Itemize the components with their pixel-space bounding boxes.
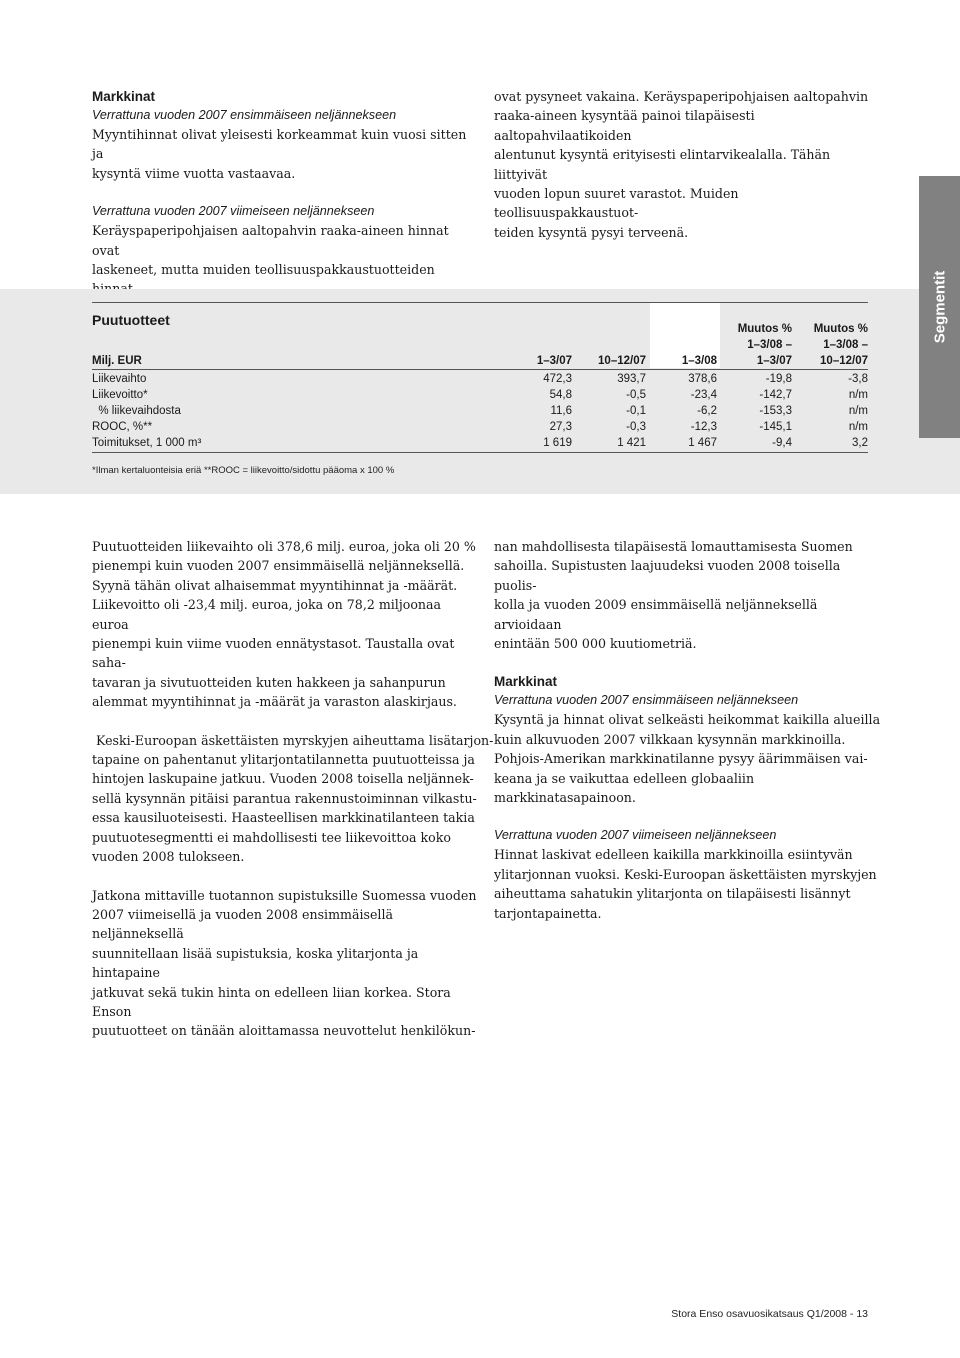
table-row: Liikevoitto* 54,8 -0,5 -23,4 -142,7 n/m (92, 389, 868, 401)
bottom-left-column (92, 537, 494, 1041)
header-change-1-line1: Muutos % (737, 323, 792, 335)
header-change-1-line2: 1–3/08 – (747, 339, 792, 351)
markets-subheading-q4: Verrattuna vuoden 2007 viimeiseen neljännekseen (92, 204, 375, 219)
markets-paragraph: Myyntihinnat olivat yleisesti korkeammat kuin vuosi sitten ja kysyntä viime vuotta vastaavaa. (92, 127, 467, 181)
header-change-2-line2: 1–3/08 – (823, 339, 868, 351)
table-title: Puutuotteet (92, 312, 170, 328)
page-footer: Stora Enso osavuosikatsaus Q1/2008 - 13 (671, 1308, 868, 1320)
table-row: Liikevaihto 472,3 393,7 378,6 -19,8 -3,8 (92, 373, 868, 385)
markets-paragraph: Keräyspaperipohjaisen aaltopahvin raaka-aineen hinnat ovat laskeneet, mutta muiden teollisuuspakkaustuotteiden (92, 223, 449, 278)
bottom-right-column (494, 537, 884, 923)
markets-heading: Markkinat (92, 89, 156, 104)
body-paragraph: Jatkona mittaville tuotannon supistuksille Suomessa vuoden 2007 viimeisellä ja vuoden 2008 ensimmäisellä neljänneksellä suunnitellaan lisää supistuksia, koska ylitarjonta ja hintapaine jatkuvat sekä tukin hinta on edelleen liian korkea. Stora Enson puutuotteet on tänään aloittamassa neuvottelut henkilökun- (92, 887, 477, 1039)
markets-subheading-q1: Verrattuna vuoden 2007 ensimmäiseen neljännekseen (92, 108, 397, 122)
table-row: ROOC, %** 27,3 -0,3 -12,3 -145,1 n/m (92, 421, 868, 433)
header-col-1: 1–3/07 (536, 355, 572, 367)
markets-heading: Markkinat (494, 674, 558, 690)
table-row: Toimitukset, 1 000 m³ 1 619 1 421 1 467 -9,4 3,2 (92, 437, 868, 449)
header-col-2: 10–12/07 (598, 355, 646, 367)
header-col-3: 1–3/08 (681, 355, 717, 367)
header-col-5: 10–12/07 (820, 355, 868, 367)
body-paragraph: Puutuotteiden liikevaihto oli 378,6 milj. euroa, joka oli 20 % pienempi kuin vuoden 2007 ensimmäisellä neljänneksellä. Syynä tähän olivat alhaisemmat myyntihinnat ja -määrät. Liikevoitto oli -23,4 milj. euroa, joka on 78,2 miljoonaa euroa pienempi kuin viime vuoden ennätystasot. Taustalla ovat saha- tavaran ja sivutuotteiden kuten hakkeen ja sahanpurun alemmat myyntihinnat ja -määrät ja varaston alaskirjaus. (92, 539, 476, 710)
table-row: % liikevaihdosta 11,6 -0,1 -6,2 -153,3 n/m (92, 405, 868, 417)
markets-subheading-q4: Verrattuna vuoden 2007 viimeiseen neljännekseen (494, 828, 777, 843)
body-paragraph: Kysyntä ja hinnat olivat selkeästi heikommat kaikilla alueilla kuin alkuvuoden 2007 vilkkaan kysynnän markkinoilla. Pohjois-Amerikan markkinatilanne pysyy äärimmäisen vai- keana ja se vaikuttaa edelleen globaaliin markkinatasapainoon. (494, 712, 881, 806)
top-right-column: ovat pysyneet vakaina. Keräyspaperipohjaisen aaltopahvin raaka-aineen kysyntää painoi tilapäisesti aaltopahvilaatikoiden alentunut kysyntä erityisesti elintarvikealalla. Tähän liittyivät vuoden lopun suuret varastot. Muiden teollisuuspakkaustuot- teiden kysyntä pysyi terveenä. (494, 89, 869, 240)
unit-label: Milj. EUR (92, 355, 142, 367)
body-paragraph: Keski-Euroopan äskettäisten myrskyjen aiheuttama lisätarjon- tapaine on pahentanut ylitarjontatilannetta puutuotteissa ja hintojen laskupaine jatkuu. Vuoden 2008 toisella neljännek- sellä kysynnän pitäisi parantua rakennustoiminnan vilkastu- essa kausiluoteisesti. Haasteellisen markkinatilanteen takia puutuotesegmentti ei mahdollisesti tee liikevoittoa koko vuoden 2008 tulokseen. (92, 732, 494, 865)
header-change-2-line1: Muutos % (813, 323, 868, 335)
top-left-column (92, 87, 472, 299)
body-paragraph: nan mahdollisesta tilapäisestä lomauttamisesta Suomen sahoilla. Supistusten laajuudeksi vuoden 2008 toisella puolis- kolla ja vuoden 2009 ensimmäisellä neljänneksellä arvioidaan enintään 500 000 kuutiometriä. (494, 539, 853, 652)
section-side-tab (919, 176, 960, 438)
header-col-4: 1–3/07 (756, 355, 792, 367)
table-footnote: *Ilman kertaluonteisia eriä **ROOC = liikevoitto/sidottu pääoma x 100 % (92, 465, 395, 476)
body-paragraph: Hinnat laskivat edelleen kaikilla markkinoilla esiintyvän ylitarjonnan vuoksi. Keski-Euroopan äskettäisten myrskyjen aiheuttama sahatukin ylitarjonta on tilapäisesti lisännyt tarjontapainetta. (494, 847, 877, 921)
side-tab-label: Segmentit (931, 270, 948, 344)
markets-subheading-q1: Verrattuna vuoden 2007 ensimmäiseen neljännekseen (494, 693, 799, 708)
